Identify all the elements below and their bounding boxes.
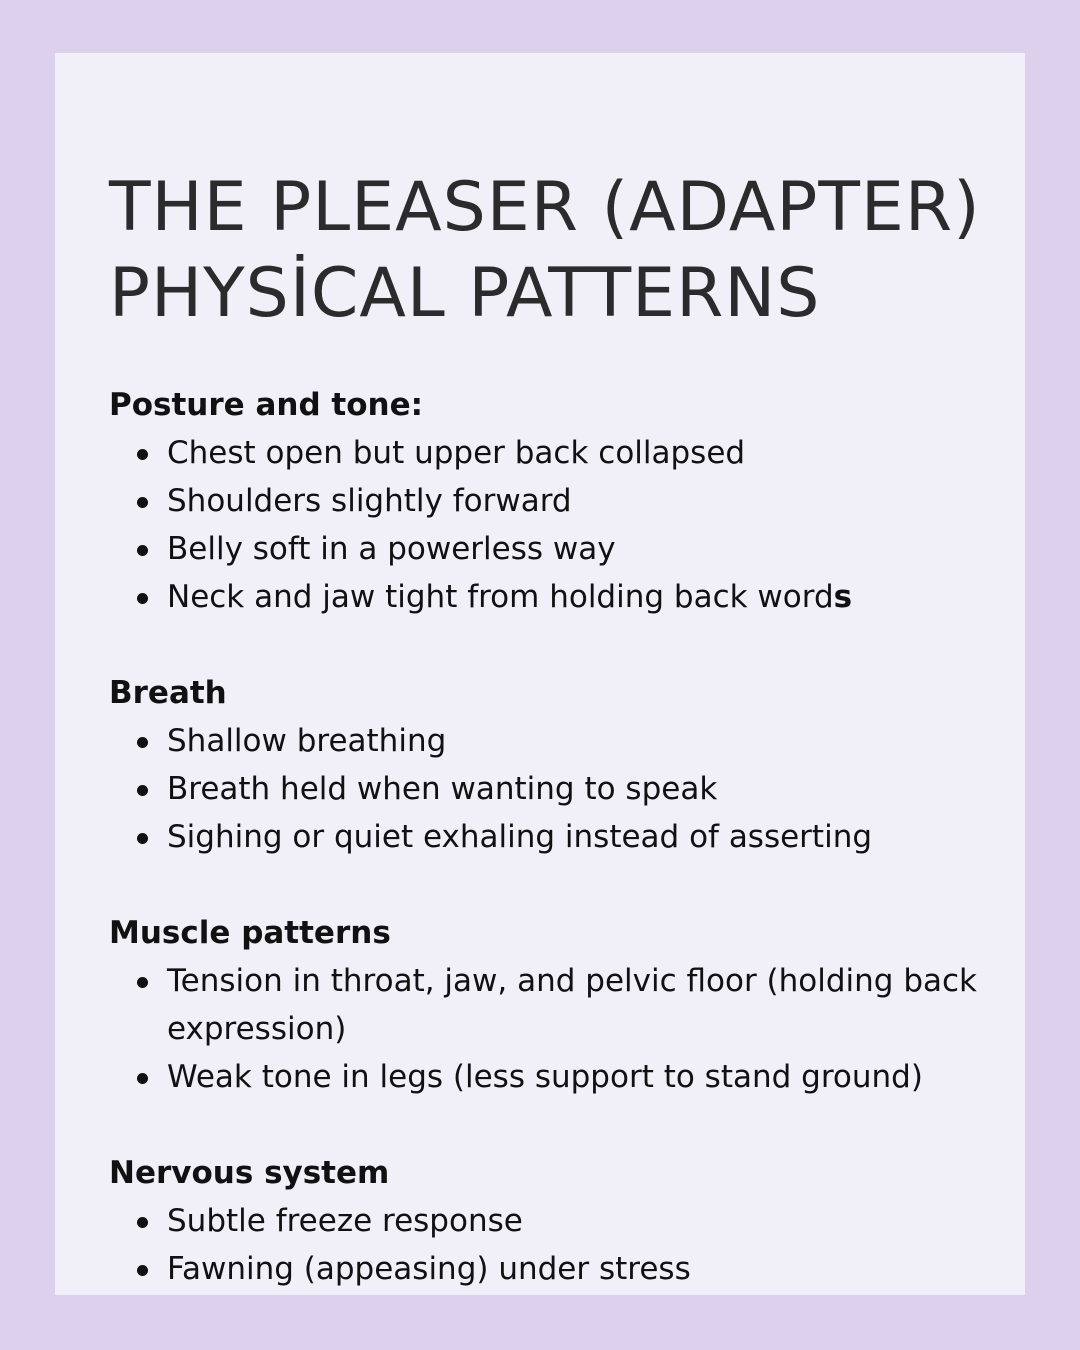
list-item: Breath held when wanting to speak	[109, 765, 985, 813]
bullet-list	[109, 957, 985, 1101]
list-item: Shoulders slightly forward	[109, 477, 985, 525]
sections	[109, 381, 985, 1293]
list-item	[109, 573, 985, 621]
section-heading: Breath	[109, 675, 227, 711]
content-card	[55, 53, 1025, 1295]
page-title	[109, 165, 985, 337]
title-line-2: PHYSİCAL PATTERNS	[109, 254, 821, 333]
section-breath	[109, 669, 985, 861]
list-item-bold-suffix: s	[833, 579, 853, 615]
bullet-list	[109, 717, 985, 861]
section-muscle-patterns	[109, 909, 985, 1101]
list-item: Chest open but upper back collapsed	[109, 429, 985, 477]
list-item: Fawning (appeasing) under stress	[109, 1245, 985, 1293]
list-item: Weak tone in legs (less support to stand ground)	[109, 1053, 985, 1101]
list-item-text: Neck and jaw tight from holding back word	[167, 579, 834, 615]
list-item: Shallow breathing	[109, 717, 985, 765]
section-heading: Muscle patterns	[109, 915, 391, 951]
section-heading: Nervous system	[109, 1155, 390, 1191]
list-item: Subtle freeze response	[109, 1197, 985, 1245]
section-heading: Posture and tone:	[109, 387, 424, 423]
title-line-1: THE PLEASER (ADAPTER)	[109, 168, 981, 247]
list-item: Tension in throat, jaw, and pelvic floor (holding back expression)	[109, 957, 985, 1053]
list-item: Sighing or quiet exhaling instead of asserting	[109, 813, 985, 861]
section-posture-and-tone	[109, 381, 985, 621]
bullet-list	[109, 429, 985, 621]
section-nervous-system	[109, 1149, 985, 1293]
list-item: Belly soft in a powerless way	[109, 525, 985, 573]
bullet-list	[109, 1197, 985, 1293]
